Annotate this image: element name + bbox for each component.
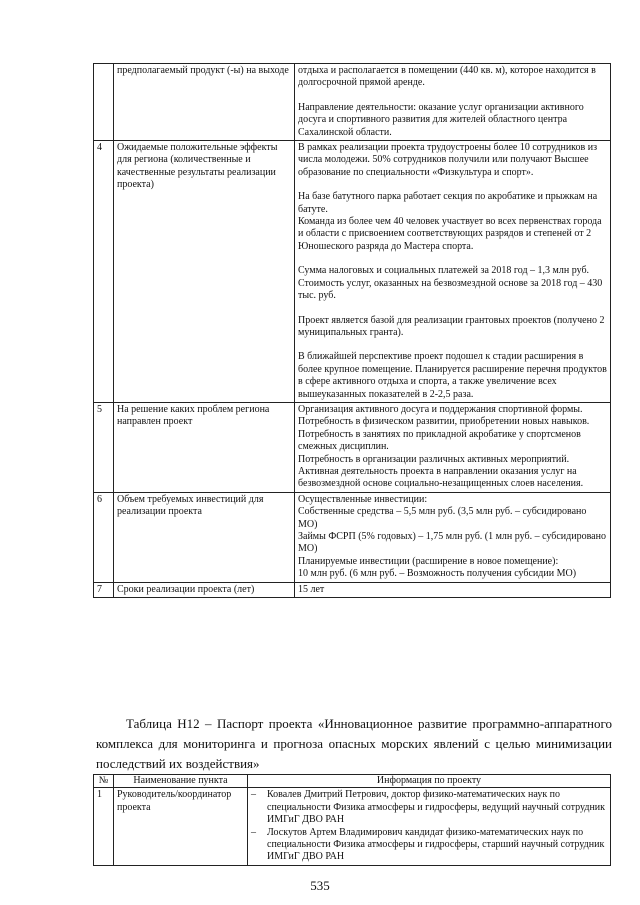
table-row	[94, 492, 611, 582]
project-table-continued	[93, 63, 611, 598]
table-row	[94, 64, 611, 141]
header-num: №	[94, 775, 114, 788]
info-paragraph: отдыха и располагается в помещении (440 кв. м), которое находится в долгосрочной прямой аренде.	[298, 65, 596, 89]
info-paragraph: Активная деятельность проекта в направлении оказания услуг на безвозмездной основе социально-незащищенных слоев населения.	[298, 465, 584, 490]
paragraph-gap	[298, 179, 607, 191]
info-paragraph: Потребность в физическом развитии, приобретении новых навыков.	[298, 416, 590, 428]
table-row	[94, 141, 611, 403]
info-paragraph: Направление деятельности: оказание услуг организации активного досуга и спортивного развития для жителей областного центра Сахалинской области.	[298, 101, 584, 138]
list-item	[251, 827, 607, 864]
info-paragraph: Потребность в организации различных активных мероприятий.	[298, 453, 570, 465]
info-paragraph: Стоимость услуг, оказанных на безвозмездной основе за 2018 год – 430 тыс. руб.	[298, 277, 603, 302]
info-paragraph: В ближайшей перспективе проект подошел к стадии расширения в более крупное помещение. Планируется расширение перечня продуктов в сфере активного отдыха и спорта, а также увеличение всех вышеуказанных показателей в 2-2,5 раза.	[298, 351, 607, 400]
info-paragraph: Сумма налоговых и социальных платежей за 2018 год – 1,3 млн руб.	[298, 265, 590, 277]
info-paragraph: Потребность в занятиях по прикладной акробатике у спортсменов смежных дисциплин.	[298, 428, 581, 453]
table-header-row	[94, 775, 611, 788]
info-paragraph: Собственные средства – 5,5 млн руб. (3,5 млн руб. – субсидировано МО)	[298, 506, 587, 530]
list-item	[251, 789, 607, 826]
row-num: 1	[94, 788, 114, 865]
row-label: Объем требуемых инвестиций для реализации проекта	[114, 492, 295, 582]
table-row	[94, 582, 611, 597]
row-num: 6	[94, 492, 114, 582]
info-paragraph: Планируемые инвестиции (расширение в новое помещение):	[298, 555, 559, 567]
row-num: 4	[94, 141, 114, 403]
row-label: Ожидаемые положительные эффекты для региона (количественные и качественные результаты реализации проекта)	[114, 141, 295, 403]
dash-marker: –	[251, 789, 256, 801]
row-info	[295, 492, 611, 582]
paragraph-gap	[298, 90, 607, 102]
table-row	[94, 402, 611, 492]
header-item-name: Наименование пункта	[114, 775, 248, 788]
info-paragraph: Команда из более чем 40 человек участвует во всех первенствах города и области с присвоением соответствующих разрядов и степеней от 2 Юношеского разряда до Мастера спорта.	[298, 216, 602, 252]
list-item-text: Ковалев Дмитрий Петрович, доктор физико-математических наук по специальности Физика атмосферы и гидросферы, ведущий научный сотрудник ИМГиГ ДВО РАН	[267, 789, 606, 826]
table-caption: Таблица Н12 – Паспорт проекта «Инновационное развитие программно-аппаратного комплекса для мониторинга и прогноза опасных морских явлений с целью минимизации последствий их воздействия»	[96, 716, 612, 771]
paragraph-gap	[298, 303, 607, 315]
dash-marker: –	[251, 826, 256, 838]
row-label: На решение каких проблем региона направлен проект	[114, 402, 295, 492]
row-info	[295, 64, 611, 141]
info-paragraph: Проект является базой для реализации грантовых проектов (получено 2 муниципальных гранта).	[298, 314, 605, 338]
paragraph-gap	[298, 339, 607, 351]
info-paragraph: Осуществленные инвестиции:	[298, 493, 428, 505]
info-paragraph: 10 млн руб. (6 млн руб. – Возможность получения субсидии МО)	[298, 568, 577, 580]
project-passport-table	[93, 774, 611, 866]
info-paragraph: Займы ФСРП (5% годовых) – 1,75 млн руб. (1 млн руб. – субсидировано МО)	[298, 531, 606, 555]
header-project-info: Информация по проекту	[248, 775, 611, 788]
row-num: 7	[94, 582, 114, 597]
page-number: 535	[310, 878, 330, 893]
info-paragraph: 15 лет	[298, 583, 325, 595]
row-info	[248, 788, 611, 865]
row-num: 5	[94, 402, 114, 492]
table-row	[94, 788, 611, 865]
paragraph-gap	[298, 253, 607, 265]
row-num	[94, 64, 114, 141]
row-label: Сроки реализации проекта (лет)	[114, 582, 295, 597]
project-table-body	[94, 64, 611, 598]
info-paragraph: В рамках реализации проекта трудоустроены более 10 сотрудников из числа молодежи. 50% сотрудников получили или получают Высшее образование по специальности «Физкультура и спорт».	[298, 142, 598, 178]
list-item-text: Лоскутов Артем Владимирович кандидат физико-математических наук по специальности Физика атмосферы и гидросферы, старший научный сотрудник ИМГиГ ДВО РАН	[267, 826, 605, 863]
row-label: Руководитель/координатор проекта	[114, 788, 248, 865]
row-info	[295, 141, 611, 403]
row-label: предполагаемый продукт (-ы) на выходе	[114, 64, 295, 141]
info-paragraph: На базе батутного парка работает секция по акробатике и прыжкам на батуте.	[298, 191, 598, 215]
info-paragraph: Организация активного досуга и поддержания спортивной формы.	[298, 403, 583, 415]
row-info	[295, 402, 611, 492]
row-info	[295, 582, 611, 597]
